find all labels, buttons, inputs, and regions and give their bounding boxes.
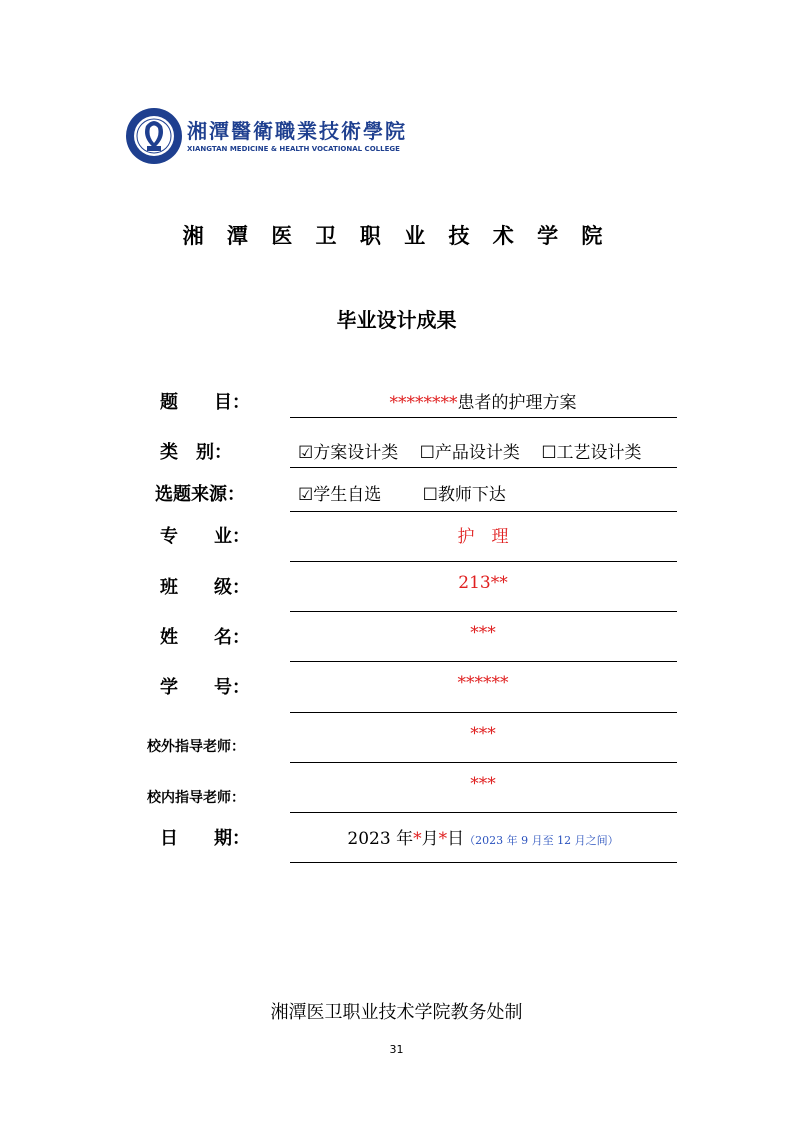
student-id-label: 学 号： xyxy=(160,677,250,698)
date-value xyxy=(290,824,676,849)
external-advisor-value: *** xyxy=(470,724,496,744)
date-note: （2023 年 9 月至 12 月之间） xyxy=(464,834,619,847)
topic-value xyxy=(290,388,676,413)
internal-advisor-value: *** xyxy=(470,774,496,794)
footer-org: 湘潭医卫职业技术学院教务处制 xyxy=(270,1002,523,1023)
page-number: 31 xyxy=(389,1043,404,1056)
name-label: 姓 名： xyxy=(160,627,250,648)
class-placeholder: ** xyxy=(490,573,508,593)
college-seal-icon xyxy=(124,106,184,166)
date-month-label: 月 xyxy=(421,829,439,849)
page-title: 湘 潭 医 卫 职 业 技 术 学 院 xyxy=(182,224,611,248)
class-number: 213 xyxy=(458,573,491,593)
category-option-product[interactable]: ☐产品设计类 xyxy=(419,443,520,463)
class-label: 班 级： xyxy=(160,577,250,598)
source-label: 选题来源： xyxy=(155,484,245,505)
student-id-underline xyxy=(290,712,677,713)
class-underline xyxy=(290,611,677,612)
source-options xyxy=(298,480,684,505)
internal-advisor-label: 校内指导老师： xyxy=(147,790,245,806)
category-option-scheme[interactable]: ☑方案设计类 xyxy=(298,443,399,463)
topic-placeholder: ******** xyxy=(389,393,458,413)
date-day-label: 日 xyxy=(447,829,465,849)
category-options xyxy=(298,438,684,463)
name-value: *** xyxy=(470,623,496,643)
date-year: 2023 年 xyxy=(347,829,414,849)
category-underline xyxy=(290,467,677,468)
source-underline xyxy=(290,511,677,512)
category-label: 类 别： xyxy=(160,442,232,463)
date-underline xyxy=(290,862,677,863)
topic-label: 题 目： xyxy=(160,392,250,413)
logo-chinese-name: 湘潭醫衛職業技術學院 xyxy=(187,119,407,143)
college-logo xyxy=(124,105,407,167)
major-label: 专 业： xyxy=(160,526,250,547)
student-id-value: ****** xyxy=(457,673,509,693)
date-day-placeholder: * xyxy=(438,829,448,849)
source-option-teacher[interactable]: ☐教师下达 xyxy=(422,485,506,505)
class-value xyxy=(290,573,676,593)
external-advisor-underline xyxy=(290,762,677,763)
major-value: 护 理 xyxy=(457,527,509,547)
name-underline xyxy=(290,661,677,662)
internal-advisor-underline xyxy=(290,812,677,813)
category-option-process[interactable]: ☐工艺设计类 xyxy=(541,443,642,463)
topic-underline xyxy=(290,417,677,418)
topic-text: 患者的护理方案 xyxy=(457,393,577,413)
date-label: 日 期： xyxy=(160,828,250,849)
page-subtitle: 毕业设计成果 xyxy=(336,308,457,332)
source-option-student[interactable]: ☑学生自选 xyxy=(298,485,382,505)
logo-english-name: XIANGTAN MEDICINE & HEALTH VOCATIONAL COLLEGE xyxy=(187,145,400,153)
major-underline xyxy=(290,561,677,562)
date-month-placeholder: * xyxy=(413,829,422,849)
external-advisor-label: 校外指导老师： xyxy=(147,739,245,755)
